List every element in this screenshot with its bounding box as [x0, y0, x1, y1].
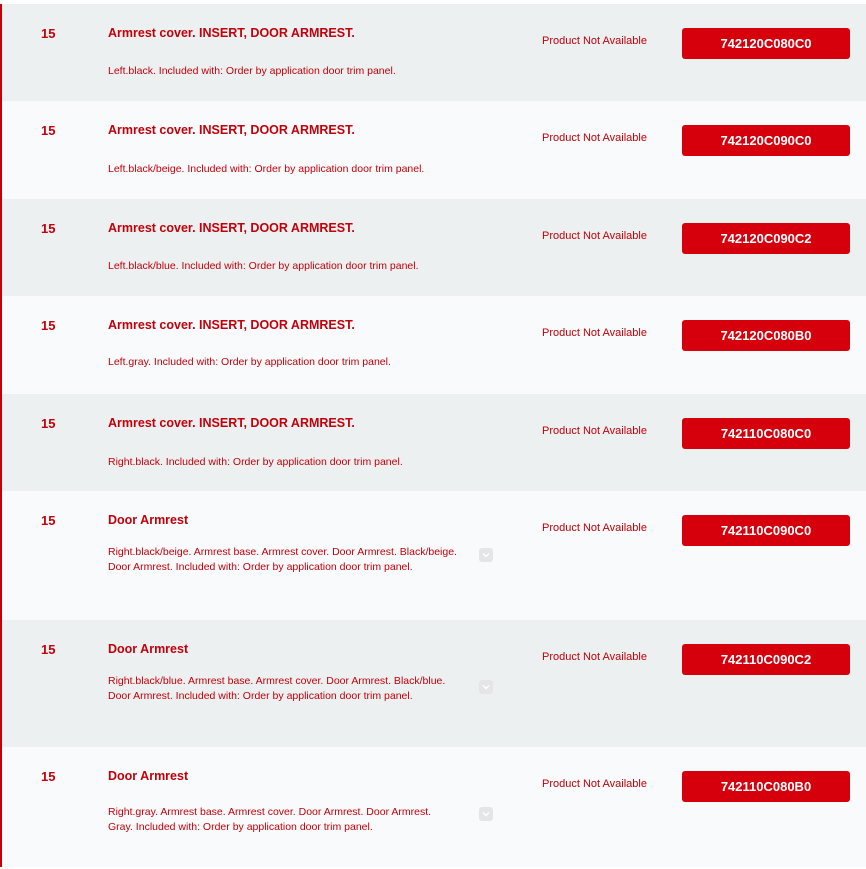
- parts-list: [0, 4, 866, 867]
- part-title: Armrest cover. INSERT, DOOR ARMREST.: [108, 416, 355, 430]
- chevron-down-icon: [482, 552, 490, 558]
- part-number-button[interactable]: 742110C090C0: [682, 515, 850, 546]
- part-description: Right.black. Included with: Order by application door trim panel.: [108, 456, 403, 468]
- part-number-button[interactable]: 742110C090C2: [682, 644, 850, 675]
- part-title: Door Armrest: [108, 769, 189, 783]
- expand-description-button[interactable]: [479, 548, 493, 562]
- table-row: [0, 101, 866, 199]
- part-description: Left.black/beige. Included with: Order by application door trim panel.: [108, 163, 425, 175]
- part-number-button[interactable]: 742110C080B0: [682, 771, 850, 802]
- part-number-button[interactable]: 742120C090C2: [682, 223, 850, 254]
- quantity: 15: [41, 26, 56, 41]
- table-row: [0, 491, 866, 620]
- expand-description-button[interactable]: [479, 807, 493, 821]
- availability-status: Product Not Available: [542, 651, 647, 663]
- quantity: 15: [41, 221, 56, 236]
- availability-status: Product Not Available: [542, 35, 647, 47]
- availability-status: Product Not Available: [542, 425, 647, 437]
- part-number-button[interactable]: 742110C080C0: [682, 418, 850, 449]
- table-row: [0, 620, 866, 747]
- availability-status: Product Not Available: [542, 230, 647, 242]
- chevron-down-icon: [482, 684, 490, 690]
- availability-status: Product Not Available: [542, 327, 647, 339]
- part-title: Door Armrest: [108, 513, 189, 527]
- quantity: 15: [41, 123, 56, 138]
- part-title: Armrest cover. INSERT, DOOR ARMREST.: [108, 221, 355, 235]
- availability-status: Product Not Available: [542, 132, 647, 144]
- part-number-button[interactable]: 742120C090C0: [682, 125, 850, 156]
- part-description: Right.black/beige. Armrest base. Armrest cover. Door Armrest. Black/beige. Door Armrest. Included with: Order by application door trim panel.: [108, 546, 457, 573]
- table-row: [0, 296, 866, 394]
- part-title: Armrest cover. INSERT, DOOR ARMREST.: [108, 318, 355, 332]
- chevron-down-icon: [482, 811, 490, 817]
- table-row: [0, 394, 866, 491]
- quantity: 15: [41, 513, 56, 528]
- part-number-button[interactable]: 742120C080B0: [682, 320, 850, 351]
- part-description: Right.black/blue. Armrest base. Armrest cover. Door Armrest. Black/blue. Door Armrest. Included with: Order by application door trim panel.: [108, 675, 446, 702]
- quantity: 15: [41, 642, 56, 657]
- expand-description-button[interactable]: [479, 680, 493, 694]
- availability-status: Product Not Available: [542, 778, 647, 790]
- part-description: Left.gray. Included with: Order by application door trim panel.: [108, 356, 391, 368]
- table-row: [0, 747, 866, 867]
- availability-status: Product Not Available: [542, 522, 647, 534]
- part-title: Armrest cover. INSERT, DOOR ARMREST.: [108, 123, 355, 137]
- quantity: 15: [41, 769, 56, 784]
- part-description: Left.black/blue. Included with: Order by application door trim panel.: [108, 260, 419, 272]
- part-description: Left.black. Included with: Order by application door trim panel.: [108, 65, 396, 77]
- part-title: Door Armrest: [108, 642, 189, 656]
- table-row: [0, 199, 866, 296]
- part-title: Armrest cover. INSERT, DOOR ARMREST.: [108, 26, 355, 40]
- quantity: 15: [41, 318, 56, 333]
- part-number-button[interactable]: 742120C080C0: [682, 28, 850, 59]
- table-row: [0, 4, 866, 101]
- part-description: Right.gray. Armrest base. Armrest cover. Door Armrest. Door Armrest. Gray. Included with: Order by application door trim panel.: [108, 806, 432, 833]
- quantity: 15: [41, 416, 56, 431]
